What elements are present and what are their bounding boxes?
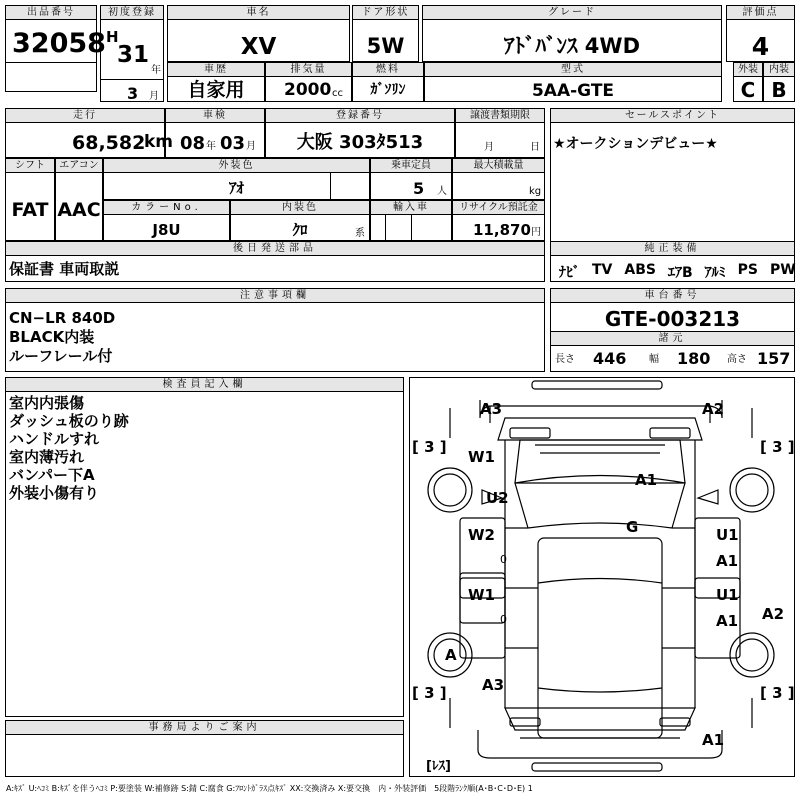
first-reg-box xyxy=(100,5,164,102)
shift-box xyxy=(5,158,55,241)
lot-label: 出品番号 xyxy=(6,6,96,20)
inspector-line: ダッシュ板のり跡 xyxy=(9,412,129,430)
model-box xyxy=(167,5,350,62)
first-reg-label: 初度登録 xyxy=(101,6,163,20)
interior-grade: B xyxy=(771,78,787,102)
mark-u1-b: U1 xyxy=(716,586,739,604)
first-reg-month: 3 xyxy=(127,84,139,103)
grade-box xyxy=(422,5,722,62)
fuel-box xyxy=(352,62,424,102)
equipment-item: ｱﾙﾐ xyxy=(704,265,726,281)
color-no-value: J8U xyxy=(152,221,181,239)
mark-a2-top: A2 xyxy=(702,400,725,418)
transfer-month-unit: 月 xyxy=(484,142,494,153)
exterior-label: 外装 xyxy=(734,63,762,77)
mark-less: [ﾚｽ] xyxy=(426,759,451,774)
inspection-year-unit: 年 xyxy=(206,141,216,152)
mark-u1-a: U1 xyxy=(716,526,739,544)
mark-w1-front: W1 xyxy=(468,448,495,466)
mark-g: G xyxy=(626,518,639,536)
ext-color-value: ｱｵ xyxy=(228,179,244,197)
capacity-label: 乗車定員 xyxy=(371,159,451,173)
mark-a1-b: A1 xyxy=(716,612,739,630)
history-value: 自家用 xyxy=(187,79,245,101)
width-label: 幅 xyxy=(649,354,659,365)
mark-a1-hood: A1 xyxy=(635,471,658,489)
office-box xyxy=(5,720,404,777)
length-label: 長さ xyxy=(555,354,575,365)
year-unit: 年 xyxy=(151,65,161,76)
mark-a-wheel: A xyxy=(445,646,457,664)
ext-color-label: 外装色 xyxy=(104,159,369,173)
equipment-item: TV xyxy=(592,262,613,278)
recycle-box xyxy=(452,200,545,241)
lot-box xyxy=(5,5,106,92)
notes-line: CN−LR 840D xyxy=(9,309,116,327)
later-parts-box xyxy=(5,241,545,282)
displacement-label: 排気量 xyxy=(266,63,351,77)
inspection-box xyxy=(165,108,265,158)
color-no-box xyxy=(103,200,230,241)
mileage-value: 68,582 xyxy=(72,132,146,154)
import-box xyxy=(370,200,452,241)
equipment-item: PW xyxy=(770,262,796,278)
door-type: 5W xyxy=(366,34,405,58)
ac-label: エアコン xyxy=(56,159,102,173)
height-label: 高さ xyxy=(727,354,747,365)
mark-a3-top: A3 xyxy=(480,400,503,418)
car-outline-diagram xyxy=(410,378,794,776)
mark-bracket-right: [ 3 ] xyxy=(760,438,795,456)
mark-a3-bottom: A3 xyxy=(482,676,505,694)
chassis-box xyxy=(550,288,795,372)
ac-box xyxy=(55,158,103,241)
later-parts-value: 保証書 車両取説 xyxy=(9,260,120,278)
fuel-label: 燃料 xyxy=(353,63,423,77)
later-parts-label: 後日発送部品 xyxy=(6,242,544,256)
fuel-value: ｶﾞｿﾘﾝ xyxy=(370,82,406,98)
equipment-box xyxy=(550,241,795,282)
ext-color-box xyxy=(103,158,370,200)
notes-line: ルーフレール付 xyxy=(9,347,113,365)
score-label: 評価点 xyxy=(727,6,794,20)
max-load-box xyxy=(452,158,545,200)
notes-line: BLACK内装 xyxy=(9,328,95,346)
equipment-label: 純正装備 xyxy=(551,242,794,256)
displacement-unit: cc xyxy=(332,88,343,99)
import-label: 輸入車 xyxy=(371,201,451,215)
displacement-box xyxy=(265,62,352,102)
equipment-item: PS xyxy=(737,262,758,278)
sales-point-label: セールスポイント xyxy=(551,109,794,123)
mark-a1-bottom: A1 xyxy=(702,731,725,749)
inspection-month: 03 xyxy=(220,133,246,154)
type-label: 型式 xyxy=(425,63,721,77)
mark-w2: W2 xyxy=(468,526,495,544)
interior-label: 内装 xyxy=(764,63,794,77)
recycle-value: 11,870 xyxy=(473,221,531,239)
color-no-label: カラーNo. xyxy=(104,201,229,215)
spec-label: 諸元 xyxy=(551,331,794,346)
interior-box xyxy=(763,62,795,102)
inspector-label: 検査員記入欄 xyxy=(6,378,403,392)
grade-value: ｱﾄﾞﾊﾞﾝｽ 4WD xyxy=(503,34,641,58)
capacity-box xyxy=(370,158,452,200)
exterior-box xyxy=(733,62,763,102)
int-color-value: ｸﾛ xyxy=(292,221,308,239)
mark-u2: U2 xyxy=(486,489,509,507)
grade-label: グレード xyxy=(423,6,721,20)
inspection-label: 車検 xyxy=(166,109,264,123)
inspection-month-unit: 月 xyxy=(246,141,256,152)
inspector-line: バンパー下A xyxy=(9,466,95,484)
inspector-line: 外装小傷有り xyxy=(9,484,100,502)
int-color-box xyxy=(230,200,370,241)
type-box xyxy=(424,62,722,102)
equipment-list xyxy=(559,262,796,282)
recycle-label: リサイクル預託金 xyxy=(453,201,544,215)
chassis-label: 車台番号 xyxy=(551,289,794,303)
equipment-item: ABS xyxy=(624,262,656,278)
int-color-label: 内装色 xyxy=(231,201,369,215)
notes-label: 注意事項欄 xyxy=(6,289,544,303)
shift-value: FAT xyxy=(11,199,49,221)
transfer-label: 譲渡書類期限 xyxy=(456,109,544,123)
sales-point-box xyxy=(550,108,795,243)
mileage-unit: km xyxy=(144,132,174,152)
history-label: 車歴 xyxy=(168,63,264,77)
height-value: 157 xyxy=(757,349,791,368)
mark-a2-side: A2 xyxy=(762,605,785,623)
door-label: ドア形状 xyxy=(353,6,418,20)
mark-w1-rear: W1 xyxy=(468,586,495,604)
inspector-line: 室内内張傷 xyxy=(9,394,85,412)
max-load-unit: kg xyxy=(529,186,542,197)
legend: A:ｷｽﾞ U:ﾍｺﾐ B:ｷｽﾞを伴うﾍｺﾐ P:要塗装 W:補修跡 S:錆 C:腐食 G:ﾌﾛﾝﾄｶﾞﾗｽ点ｷｽﾞ XX:交換済み X:要交換 内・外装評価 5段階ﾗﾝｸ順(A･B･C･D･E) 1 xyxy=(6,784,533,793)
car-diagram xyxy=(409,377,795,777)
inspector-line: 室内薄汚れ xyxy=(9,448,85,466)
mileage-label: 走行 xyxy=(6,109,164,123)
width-value: 180 xyxy=(677,349,711,368)
notes-box xyxy=(5,288,545,372)
door-box xyxy=(352,5,419,62)
exterior-grade: C xyxy=(740,78,756,102)
score-value: 4 xyxy=(751,32,770,61)
inspector-line: ハンドルすれ xyxy=(9,430,100,448)
model-name: XV xyxy=(240,34,277,60)
mark-a1-a: A1 xyxy=(716,552,739,570)
sales-point-text: ★オークションデビュー★ xyxy=(553,136,718,152)
model-label: 車名 xyxy=(168,6,349,20)
capacity-value: 5 xyxy=(413,179,425,198)
chassis-number: GTE-003213 xyxy=(604,307,741,331)
capacity-unit: 人 xyxy=(437,186,447,197)
history-box xyxy=(167,62,265,102)
mark-bracket-left: [ 3 ] xyxy=(412,438,447,456)
first-reg-year: 31 xyxy=(117,42,150,68)
era: H xyxy=(106,28,119,46)
mark-zero-2: 0 xyxy=(500,613,507,626)
int-color-unit: 系 xyxy=(355,228,365,239)
inspector-box xyxy=(5,377,404,717)
score-box xyxy=(726,5,795,62)
transfer-box xyxy=(455,108,545,158)
equipment-item: ｴｱB xyxy=(667,265,693,281)
lot-number: 32058 xyxy=(12,28,106,59)
shift-label: シフト xyxy=(6,159,54,173)
mileage-box xyxy=(5,108,174,158)
mark-zero-1: 0 xyxy=(500,553,507,566)
equipment-item: ﾅﾋﾞ xyxy=(559,265,580,281)
inspection-year: 08 xyxy=(180,133,206,154)
office-label: 事務局よりご案内 xyxy=(6,721,403,735)
plate-label: 登録番号 xyxy=(266,109,454,123)
plate-box xyxy=(265,108,455,158)
transfer-day-unit: 日 xyxy=(530,142,540,153)
mark-bracket-bl: [ 3 ] xyxy=(412,684,447,702)
plate-value: 大阪 303ﾀ513 xyxy=(296,132,424,153)
displacement-value: 2000 xyxy=(284,80,332,100)
max-load-label: 最大積載量 xyxy=(453,159,544,173)
month-unit: 月 xyxy=(149,91,159,102)
length-value: 446 xyxy=(593,349,627,368)
type-value: 5AA-GTE xyxy=(531,81,615,101)
mark-bracket-br: [ 3 ] xyxy=(760,684,795,702)
ac-value: AAC xyxy=(57,199,101,221)
recycle-unit: 円 xyxy=(531,227,541,238)
